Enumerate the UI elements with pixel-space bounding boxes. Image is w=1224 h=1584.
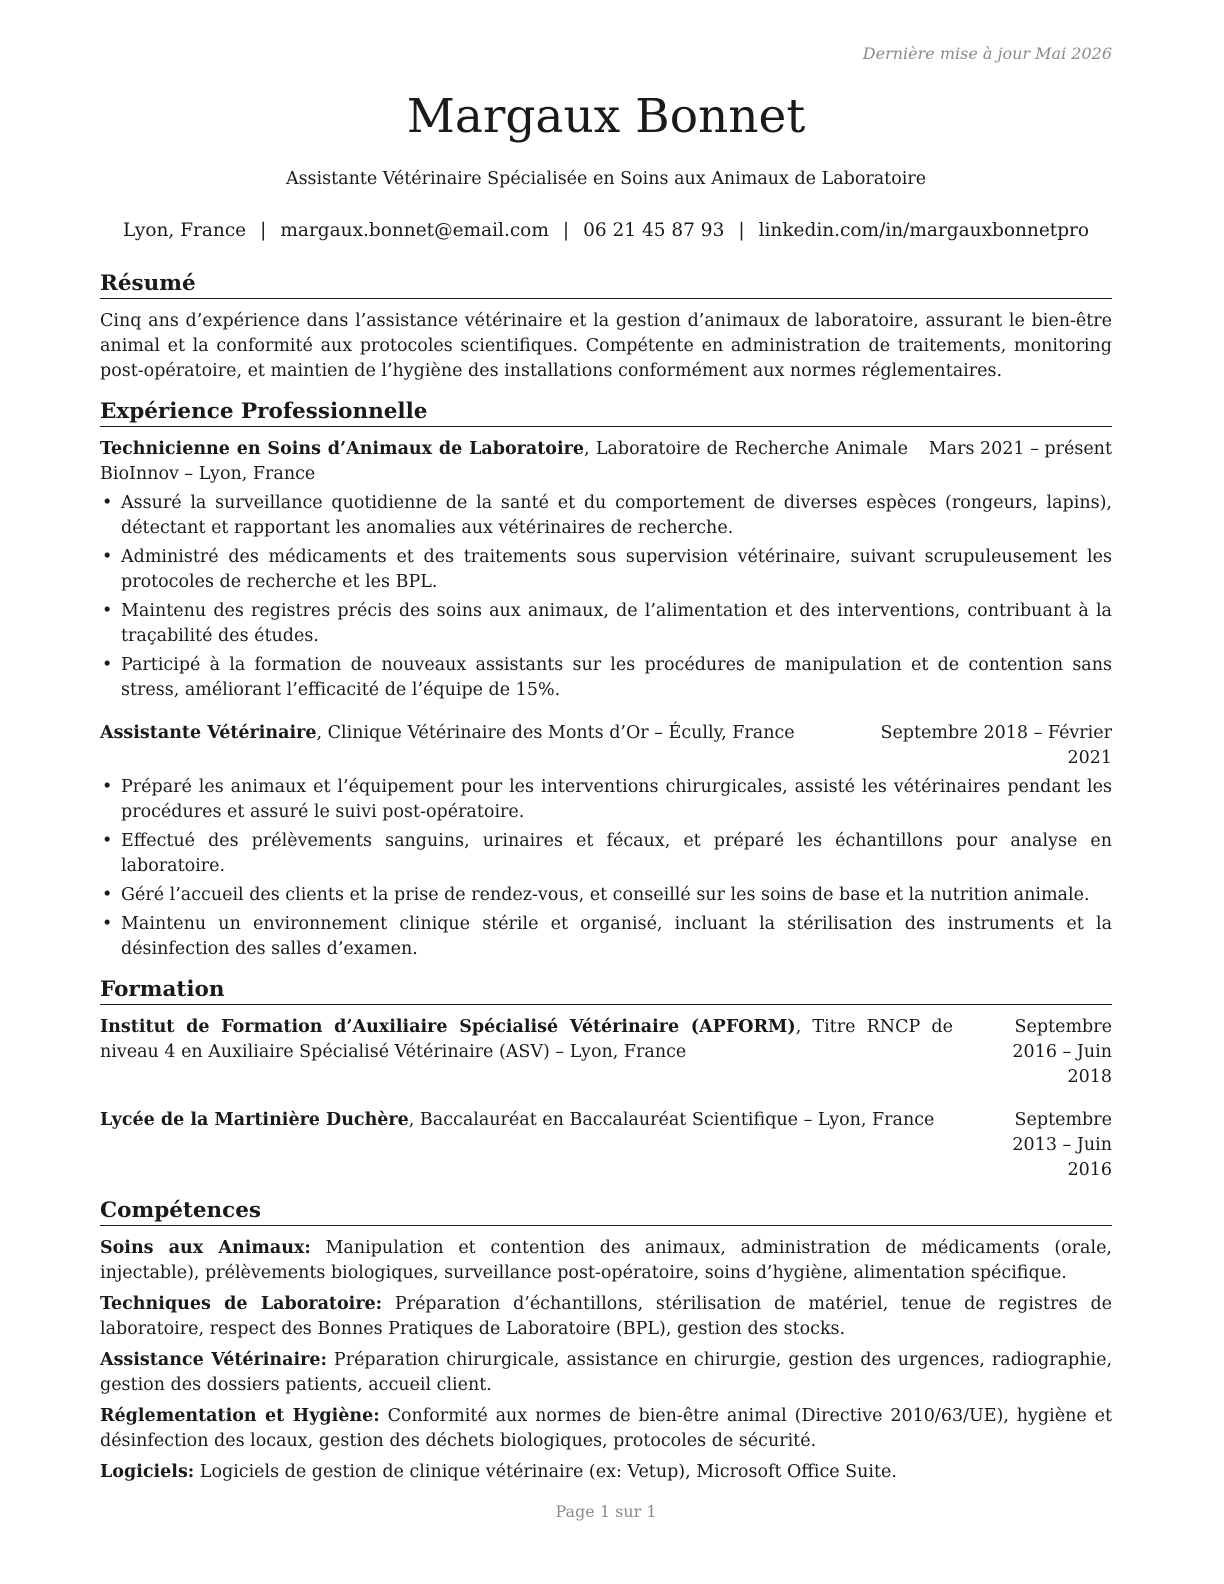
list-item: • Participé à la formation de nouveaux assistants sur les procédures de manipulation et de contention sans stress, améliorant l’efficacité de l’équipe de 15%. bbox=[102, 655, 1112, 700]
skill-text: Préparation chirurgicale, assistance en chirurgie, gestion des urgences, radiographie, gestion des dossiers patients, accueil client. bbox=[100, 1350, 1113, 1395]
skill-row bbox=[100, 1236, 1112, 1286]
section-heading-skills: Compétences bbox=[100, 1197, 1112, 1226]
page-number: Page 1 sur 1 bbox=[555, 1502, 657, 1521]
skill-row bbox=[100, 1292, 1112, 1342]
bullet-icon: • bbox=[102, 655, 113, 675]
job-dates: Septembre 2018 – Février 2021 bbox=[880, 723, 1112, 768]
bullet-icon: • bbox=[102, 601, 113, 621]
job-bullets bbox=[100, 775, 1112, 962]
list-item: • Maintenu des registres précis des soins aux animaux, de l’alimentation et des interventions, contribuant à la traçabilité des études. bbox=[102, 601, 1112, 646]
skill-text: Conformité aux normes de bien-être animal (Directive 2010/63/UE), hygiène et désinfection des locaux, gestion des déchets biologiques, protocoles de sécurité. bbox=[100, 1406, 1112, 1451]
list-item: • Effectué des prélèvements sanguins, urinaires et fécaux, et préparé les échantillons pour analyse en laboratoire. bbox=[102, 831, 1112, 876]
section-heading-education: Formation bbox=[100, 976, 1112, 1005]
education-dates: Septembre 2013 – Juin 2016 bbox=[1012, 1110, 1112, 1180]
job-dates: Mars 2021 – présent bbox=[928, 439, 1112, 459]
education-entry bbox=[100, 1015, 1112, 1090]
job-bullets bbox=[100, 491, 1112, 703]
bullet-icon: • bbox=[102, 914, 113, 934]
skill-label: Soins aux Animaux: bbox=[100, 1238, 311, 1258]
skill-row bbox=[100, 1404, 1112, 1454]
skill-label: Assistance Vétérinaire: bbox=[100, 1350, 327, 1370]
section-heading-experience: Expérience Professionnelle bbox=[100, 398, 1112, 427]
skill-label: Réglementation et Hygiène: bbox=[100, 1406, 380, 1426]
candidate-title: Assistante Vétérinaire Spécialisée en Soins aux Animaux de Laboratoire bbox=[285, 169, 927, 189]
summary-text: Cinq ans d’expérience dans l’assistance vétérinaire et la gestion d’animaux de laboratoire, assurant le bien-être animal et la conformité aux protocoles scientifiques. Compétente en administration de traitements, monitoring post-opératoire, et maintien de l’hygiène des installations conformément aux normes réglementaires. bbox=[100, 311, 1112, 381]
school-name: Institut de Formation d’Auxiliaire Spécialisé Vétérinaire (APFORM) bbox=[100, 1017, 796, 1037]
skill-text: Logiciels de gestion de clinique vétérinaire (ex: Vetup), Microsoft Office Suite. bbox=[194, 1462, 897, 1482]
bullet-icon: • bbox=[102, 777, 113, 797]
education-entry bbox=[100, 1108, 1112, 1183]
contact-line bbox=[100, 219, 1112, 243]
job-role: Technicienne en Soins d’Animaux de Laboratoire bbox=[100, 439, 584, 459]
list-item: • Assuré la surveillance quotidienne de la santé et du comportement de diverses espèces (rongeurs, lapins), détectant et rapportant les anomalies aux vétérinaires de recherche. bbox=[102, 493, 1112, 538]
section-heading-summary: Résumé bbox=[100, 270, 1112, 299]
education-dates: Septembre 2016 – Juin 2018 bbox=[1012, 1017, 1112, 1087]
summary-section bbox=[100, 270, 1112, 384]
job-place: , Clinique Vétérinaire des Monts d’Or – Écully, France bbox=[316, 723, 795, 743]
job-header bbox=[100, 721, 1112, 771]
skill-text: Manipulation et contention des animaux, administration de médicaments (orale, injectable), prélèvements biologiques, surveillance post-opératoire, soins d’hygiène, alimentation spécifique. bbox=[100, 1238, 1112, 1283]
bullet-icon: • bbox=[102, 493, 113, 513]
contact-location: Lyon, France bbox=[122, 220, 247, 241]
experience-section bbox=[100, 398, 1112, 962]
contact-linkedin[interactable]: linkedin.com/in/margauxbonnetpro bbox=[758, 220, 1090, 241]
list-item: • Administré des médicaments et des traitements sous supervision vétérinaire, suivant scrupuleusement les protocoles de recherche et les BPL. bbox=[102, 547, 1112, 592]
job-header bbox=[100, 437, 1112, 487]
education-section bbox=[100, 976, 1112, 1183]
degree-detail: , Baccalauréat en Baccalauréat Scientifique – Lyon, France bbox=[408, 1110, 935, 1130]
bullet-icon: • bbox=[102, 547, 113, 567]
job-entry bbox=[100, 437, 1112, 703]
bullet-icon: • bbox=[102, 831, 113, 851]
contact-phone: 06 21 45 87 93 bbox=[583, 220, 725, 241]
contact-email[interactable]: margaux.bonnet@email.com bbox=[280, 220, 549, 241]
school-name: Lycée de la Martinière Duchère bbox=[100, 1110, 409, 1130]
skill-label: Techniques de Laboratoire: bbox=[100, 1294, 383, 1314]
contact-separator: | bbox=[260, 220, 267, 241]
list-item: • Préparé les animaux et l’équipement pour les interventions chirurgicales, assisté les vétérinaires pendant les procédures et assuré le suivi post-opératoire. bbox=[102, 777, 1112, 822]
skill-text: Préparation d’échantillons, stérilisation de matériel, tenue de registres de laboratoire, respect des Bonnes Pratiques de Laboratoire (BPL), gestion des stocks. bbox=[100, 1294, 1112, 1339]
contact-separator: | bbox=[738, 220, 745, 241]
job-entry bbox=[100, 721, 1112, 962]
candidate-name: Margaux Bonnet bbox=[406, 89, 806, 144]
degree-detail: , Titre RNCP de niveau 4 en Auxiliaire Spécialisé Vétérinaire (ASV) – Lyon, France bbox=[100, 1017, 953, 1062]
job-role: Assistante Vétérinaire bbox=[100, 723, 317, 743]
last-updated: Dernière mise à jour Mai 2026 bbox=[862, 44, 1112, 63]
skill-label: Logiciels: bbox=[100, 1462, 195, 1482]
skill-row bbox=[100, 1348, 1112, 1398]
list-item: • Géré l’accueil des clients et la prise de rendez-vous, et conseillé sur les soins de base et la nutrition animale. bbox=[100, 883, 1112, 908]
contact-separator: | bbox=[562, 220, 570, 241]
skill-row bbox=[100, 1460, 1112, 1485]
job-place: , Laboratoire de Recherche Animale BioInnov – Lyon, France bbox=[100, 439, 908, 484]
bullet-icon: • bbox=[102, 885, 113, 905]
skills-section bbox=[100, 1197, 1112, 1485]
resume-content bbox=[100, 270, 1112, 1499]
list-item: • Maintenu un environnement clinique stérile et organisé, incluant la stérilisation des instruments et la désinfection des salles d’examen. bbox=[102, 914, 1112, 959]
